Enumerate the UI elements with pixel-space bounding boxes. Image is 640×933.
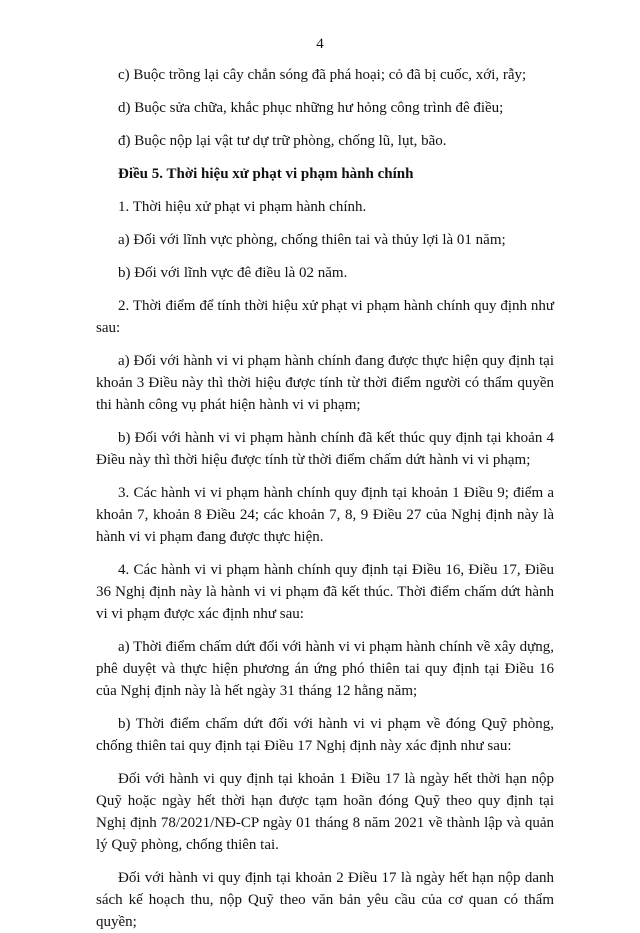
paragraph-clause-4: 4. Các hành vi vi phạm hành chính quy định tại Điều 16, Điều 17, Điều 36 Nghị định này là hành vi vi phạm đã kết thúc. Thời điểm chấm dứt hành vi vi phạm được xác định như sau: [96, 562, 554, 622]
paragraph-item-dd: đ) Buộc nộp lại vật tư dự trữ phòng, chống lũ, lụt, bão. [118, 133, 447, 149]
paragraph-clause-3: 3. Các hành vi vi phạm hành chính quy định tại khoản 1 Điều 9; điểm a khoản 7, khoản 8 Điều 24; các khoản 7, 8, 9 Điều 27 của Nghị định này là hành vi vi phạm đang được thực hiện. [96, 485, 554, 545]
document-body [96, 64, 554, 933]
paragraph-clause-1: 1. Thời hiệu xử phạt vi phạm hành chính. [118, 199, 367, 215]
paragraph-clause-4b: b) Thời điểm chấm dứt đối với hành vi vi phạm về đóng Quỹ phòng, chống thiên tai quy định tại Điều 17 Nghị định này xác định như sau: [96, 716, 554, 754]
article-5-heading: Điều 5. Thời hiệu xử phạt vi phạm hành chính [118, 166, 414, 182]
paragraph-item-c: c) Buộc trồng lại cây chắn sóng đã phá hoại; cỏ đã bị cuốc, xới, rẫy; [118, 67, 527, 83]
paragraph-clause-2b: b) Đối với hành vi vi phạm hành chính đã kết thúc quy định tại khoản 4 Điều này thì thời hiệu được tính từ thời điểm chấm dứt hành vi vi phạm; [96, 430, 554, 468]
paragraph-clause-1a: a) Đối với lĩnh vực phòng, chống thiên tai và thủy lợi là 01 năm; [118, 232, 506, 248]
paragraph-item-d: d) Buộc sửa chữa, khắc phục những hư hỏng công trình đê điều; [118, 100, 504, 116]
paragraph-clause-4b-item-1: Đối với hành vi quy định tại khoản 1 Điều 17 là ngày hết thời hạn nộp Quỹ hoặc ngày hết thời hạn được tạm hoãn đóng Quỹ theo quy định tại Nghị định 78/2021/NĐ-CP ngày 01 tháng 8 năm 2021 về thành lập và quản lý Quỹ phòng, chống thiên tai. [96, 771, 554, 853]
paragraph-clause-4a: a) Thời điểm chấm dứt đối với hành vi vi phạm hành chính về xây dựng, phê duyệt và thực hiện phương án ứng phó thiên tai quy định tại Điều 16 của Nghị định này là hết ngày 31 tháng 12 hằng năm; [96, 639, 554, 699]
paragraph-clause-2: 2. Thời điểm để tính thời hiệu xử phạt vi phạm hành chính quy định như sau: [96, 298, 554, 336]
page-number: 4 [316, 36, 324, 52]
paragraph-clause-1b: b) Đối với lĩnh vực đê điều là 02 năm. [118, 265, 348, 281]
paragraph-clause-2a: a) Đối với hành vi vi phạm hành chính đang được thực hiện quy định tại khoản 3 Điều này thì thời hiệu được tính từ thời điểm người có thẩm quyền thi hành công vụ phát hiện hành vi vi phạm; [96, 353, 554, 413]
paragraph-clause-4b-item-2: Đối với hành vi quy định tại khoản 2 Điều 17 là ngày hết hạn nộp danh sách kế hoạch thu, nộp Quỹ theo văn bản yêu cầu của cơ quan có thẩm quyền; [96, 870, 554, 930]
